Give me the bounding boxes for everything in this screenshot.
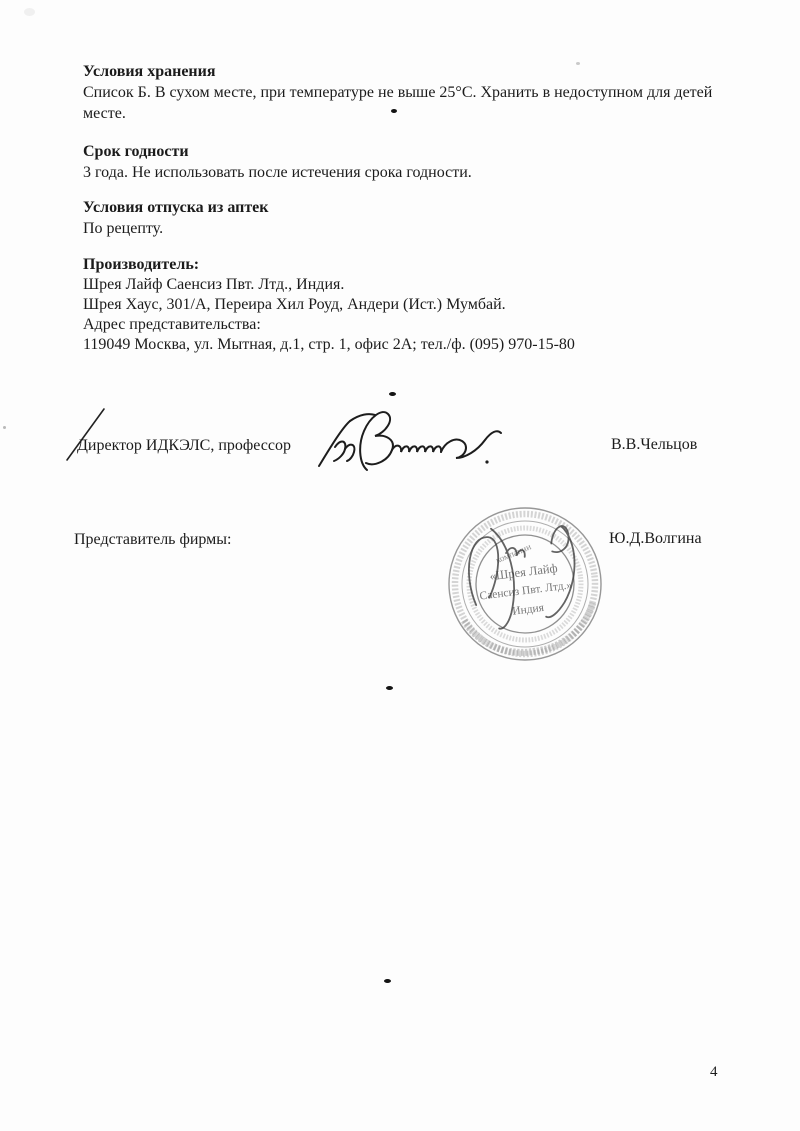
section-heading: Условия хранения <box>83 63 216 80</box>
scan-smudge <box>24 8 35 16</box>
section-manufacturer <box>83 255 575 355</box>
ink-dot <box>384 979 391 983</box>
scan-speck-faint <box>3 426 6 429</box>
section-storage-conditions <box>83 61 712 124</box>
section-shelf-life <box>83 141 472 183</box>
section-text-line: Список Б. В сухом месте, при температуре не выше 25°С. Хранить в недоступном для детей <box>83 84 713 101</box>
signatory-name-volgina: Ю.Д.Волгина <box>609 530 702 547</box>
signatory-role-representative: Представитель фирмы: <box>74 531 232 548</box>
ink-dot <box>386 686 393 690</box>
section-text-line: Шрея Лайф Саенсиз Пвт. Лтд., Индия. <box>83 276 345 293</box>
stamp-text-line: Индия <box>511 601 545 618</box>
stamp-text-line: «Шрея Лайф <box>488 560 559 584</box>
section-text-line: По рецепту. <box>83 220 164 237</box>
signatory-name-cheltsov: В.В.Чельцов <box>611 436 698 453</box>
section-text-line: 3 года. Не использовать после истечения срока годности. <box>83 164 472 181</box>
section-heading: Производитель: <box>83 256 200 273</box>
section-dispensing-conditions <box>83 197 269 239</box>
section-heading: Срок годности <box>83 143 189 160</box>
company-round-stamp <box>440 503 610 665</box>
stamp-text-line: Саенсиз Пвт. Лтд.» <box>478 579 573 603</box>
page-number: 4 <box>710 1064 718 1080</box>
pen-slash-mark <box>60 406 110 464</box>
section-text-line: 119049 Москва, ул. Мытная, д.1, стр. 1, офис 2А; тел./ф. (095) 970-15-80 <box>83 336 575 353</box>
section-heading: Условия отпуска из аптек <box>83 199 269 216</box>
section-text-line: месте. <box>83 105 126 122</box>
section-text-line: Адрес представительства: <box>83 316 261 333</box>
signatory-role-director: Директор ИДКЭЛС, профессор <box>77 437 291 454</box>
ink-dot <box>389 392 396 396</box>
director-handwritten-signature <box>314 404 514 476</box>
section-text-line: Шрея Хаус, 301/А, Переира Хил Роуд, Андери (Ист.) Мумбай. <box>83 296 506 313</box>
stamp-text-line: компании <box>494 541 533 566</box>
